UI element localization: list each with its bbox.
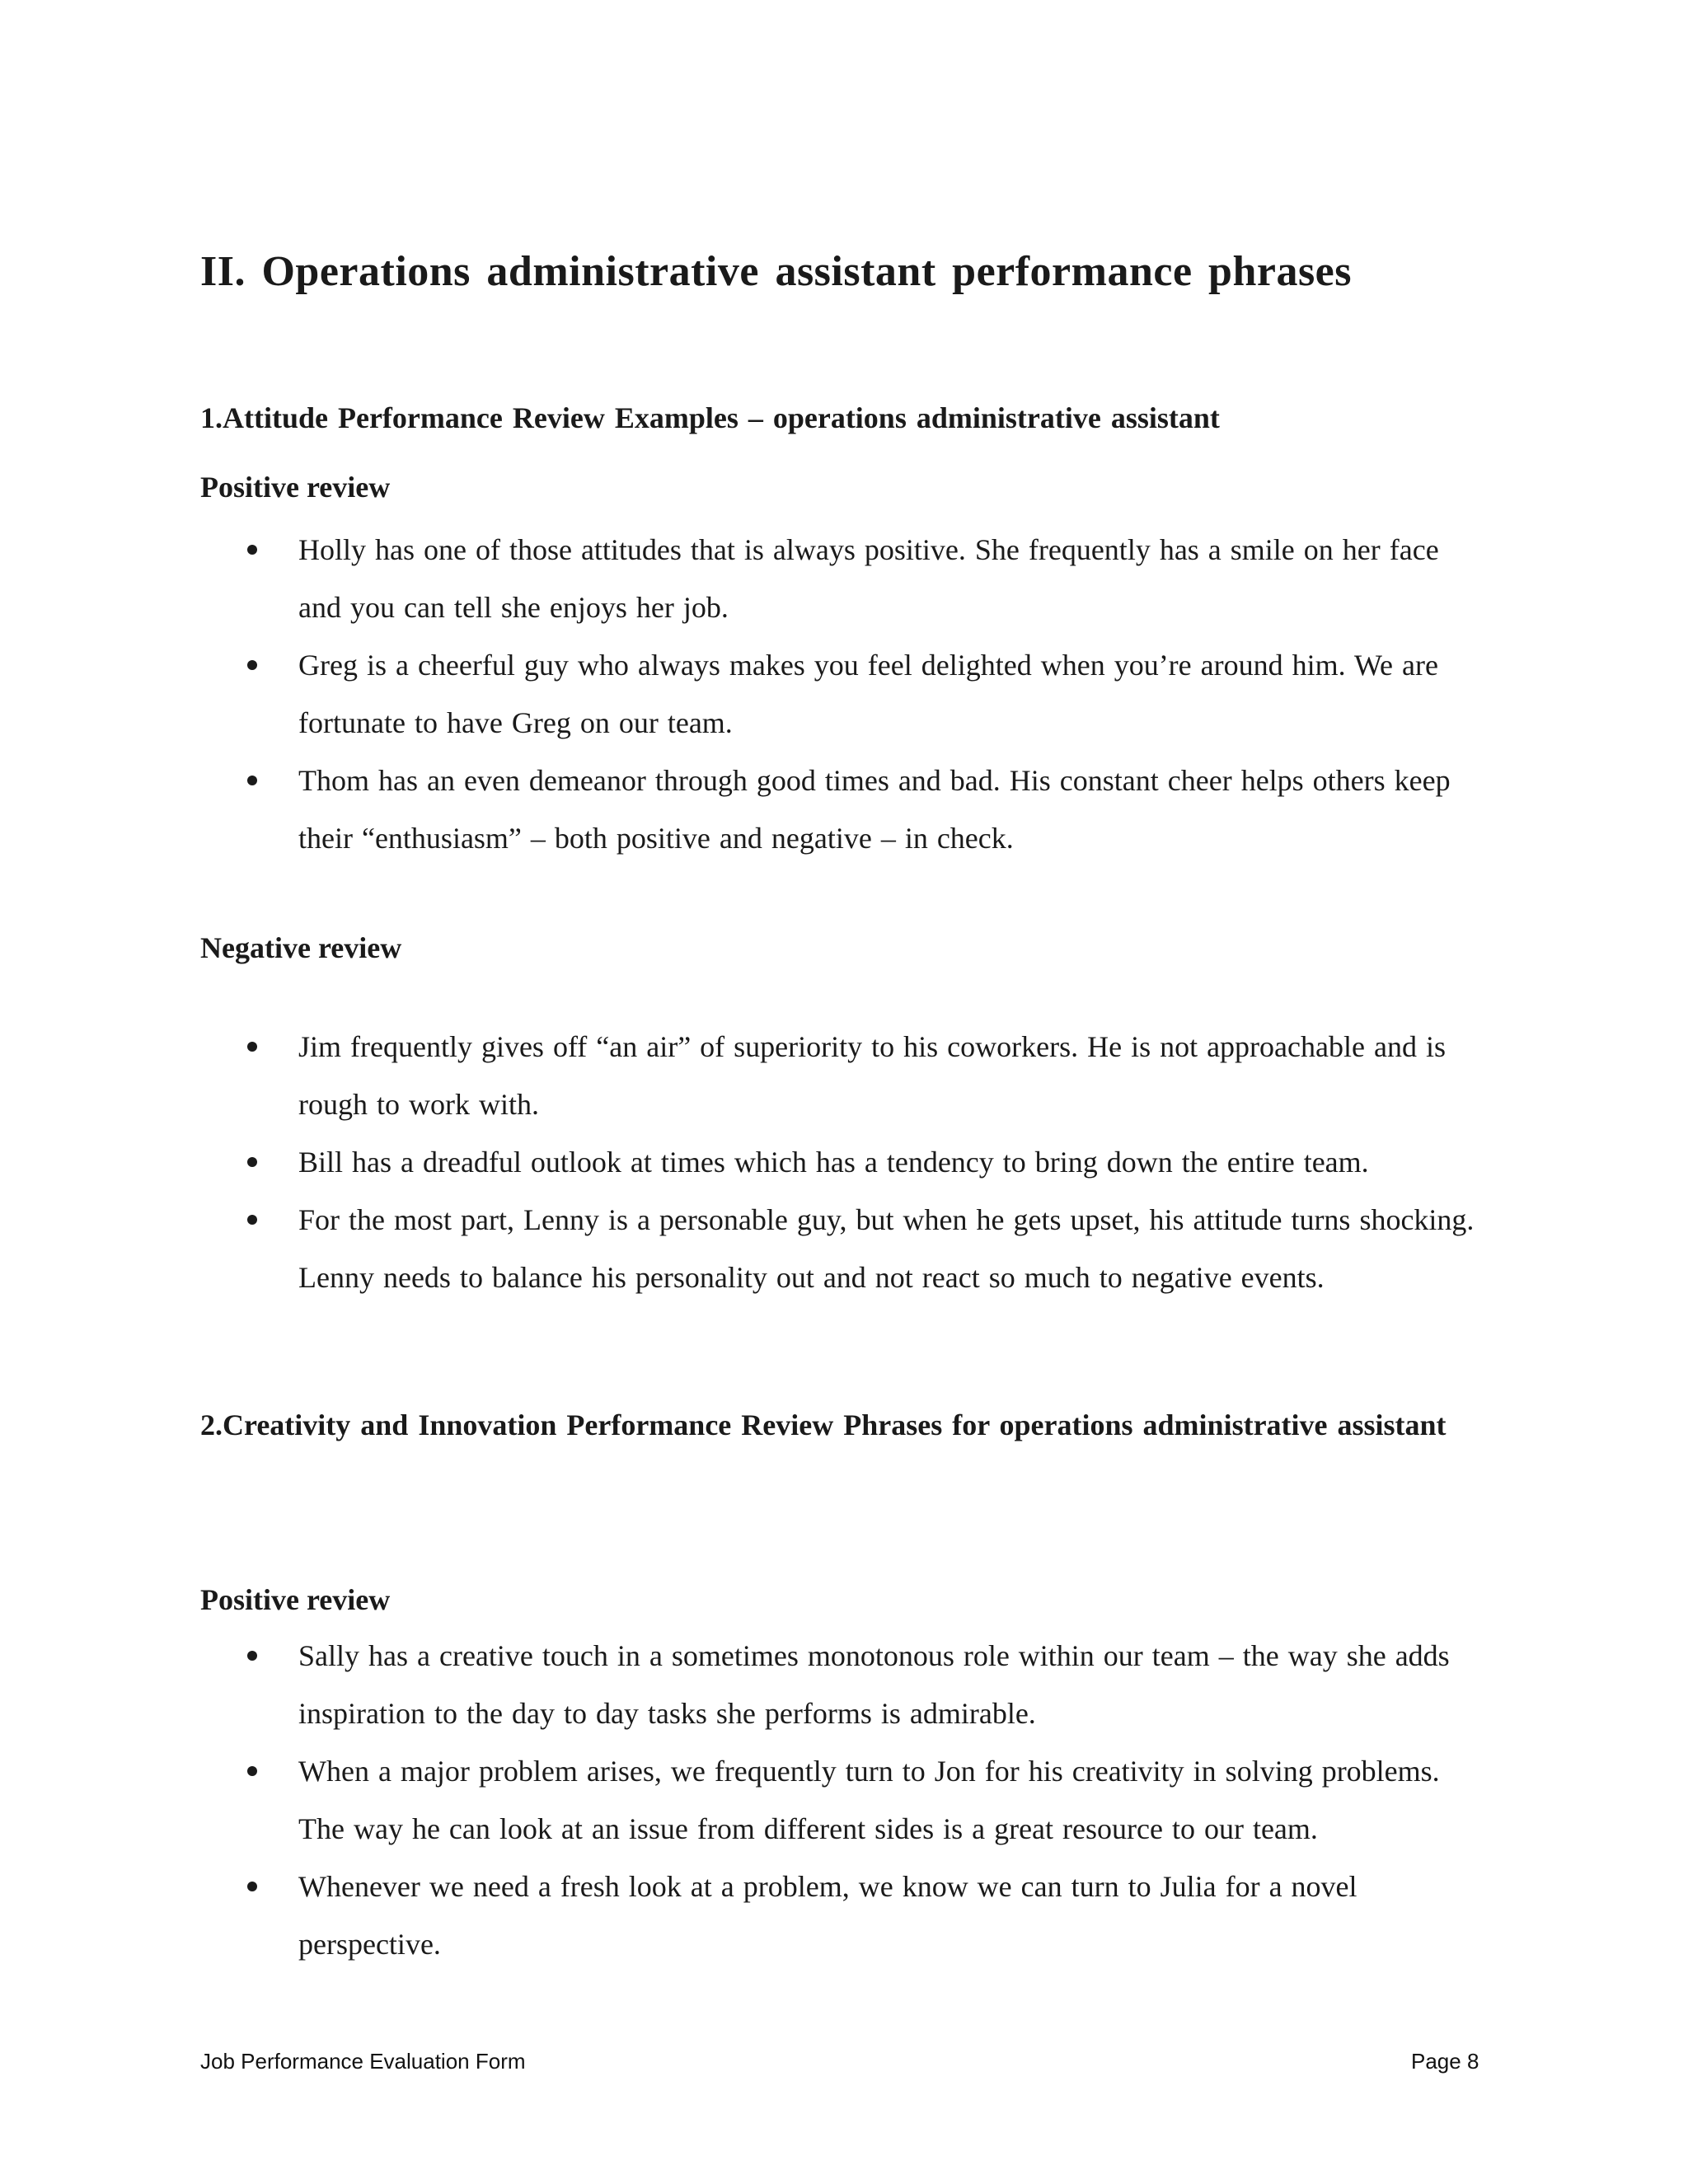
- main-heading: II. Operations administrative assistant performance phrases: [200, 248, 1353, 295]
- list-item-text: Greg is a cheerful guy who always makes you feel delighted when you’re around him. We are fortunate to have Greg on our team.: [298, 649, 1438, 739]
- footer-title: Job Performance Evaluation Form: [200, 2049, 526, 2074]
- section-heading-creativity: 2.Creativity and Innovation Performance Review Phrases for operations administrative assistant: [200, 1408, 1447, 1441]
- list-item-text: Jim frequently gives off “an air” of superiority to his coworkers. He is not approachable and is rough to work with.: [298, 1030, 1446, 1121]
- bullet-icon: [247, 1882, 257, 1891]
- list-item: [0, 1018, 1485, 1133]
- list-item-text: When a major problem arises, we frequently turn to Jon for his creativity in solving problems. The way he can look at an issue from different sides is a great resource to our team.: [298, 1755, 1440, 1845]
- bullet-icon: [247, 545, 257, 555]
- list-item: [0, 1133, 1485, 1191]
- list-item-text: Bill has a dreadful outlook at times which has a tendency to bring down the entire team.: [298, 1146, 1369, 1179]
- list-item: [0, 521, 1485, 636]
- bullet-icon: [247, 1766, 257, 1776]
- list-item-text: Holly has one of those attitudes that is always positive. She frequently has a smile on her face and you can tell she enjoys her job.: [298, 533, 1439, 624]
- list-item: [0, 1742, 1485, 1858]
- bullet-icon: [247, 1157, 257, 1167]
- list-item-text: Sally has a creative touch in a sometimes monotonous role within our team – the way she adds inspiration to the day to day tasks she performs is admirable.: [298, 1639, 1450, 1730]
- bullet-icon: [247, 1651, 257, 1661]
- list-item: [0, 752, 1485, 867]
- attitude-positive-list: [0, 521, 1688, 867]
- creativity-positive-list: [0, 1627, 1688, 1973]
- bullet-icon: [247, 660, 257, 670]
- list-item-text: Thom has an even demeanor through good times and bad. His constant cheer helps others keep their “enthusiasm” – both positive and negative – in check.: [298, 764, 1451, 855]
- bullet-icon: [247, 776, 257, 785]
- list-item: [0, 636, 1485, 752]
- list-item: [0, 1191, 1485, 1306]
- page-number: Page 8: [1411, 2049, 1479, 2074]
- list-item-text: Whenever we need a fresh look at a problem, we know we can turn to Julia for a novel perspective.: [298, 1870, 1357, 1961]
- bullet-icon: [247, 1215, 257, 1225]
- bullet-icon: [247, 1042, 257, 1052]
- list-item-text: For the most part, Lenny is a personable guy, but when he gets upset, his attitude turns shocking. Lenny needs to balance his personality out and not react so much to negative events.: [298, 1203, 1475, 1294]
- negative-review-label: Negative review: [200, 931, 402, 964]
- attitude-negative-list: [0, 1018, 1688, 1306]
- section-heading-attitude: 1.Attitude Performance Review Examples – operations administrative assistant: [200, 401, 1220, 434]
- positive-review-label: Positive review: [200, 471, 391, 504]
- list-item: [0, 1858, 1485, 1973]
- positive-review-label: Positive review: [200, 1583, 391, 1616]
- list-item: [0, 1627, 1485, 1742]
